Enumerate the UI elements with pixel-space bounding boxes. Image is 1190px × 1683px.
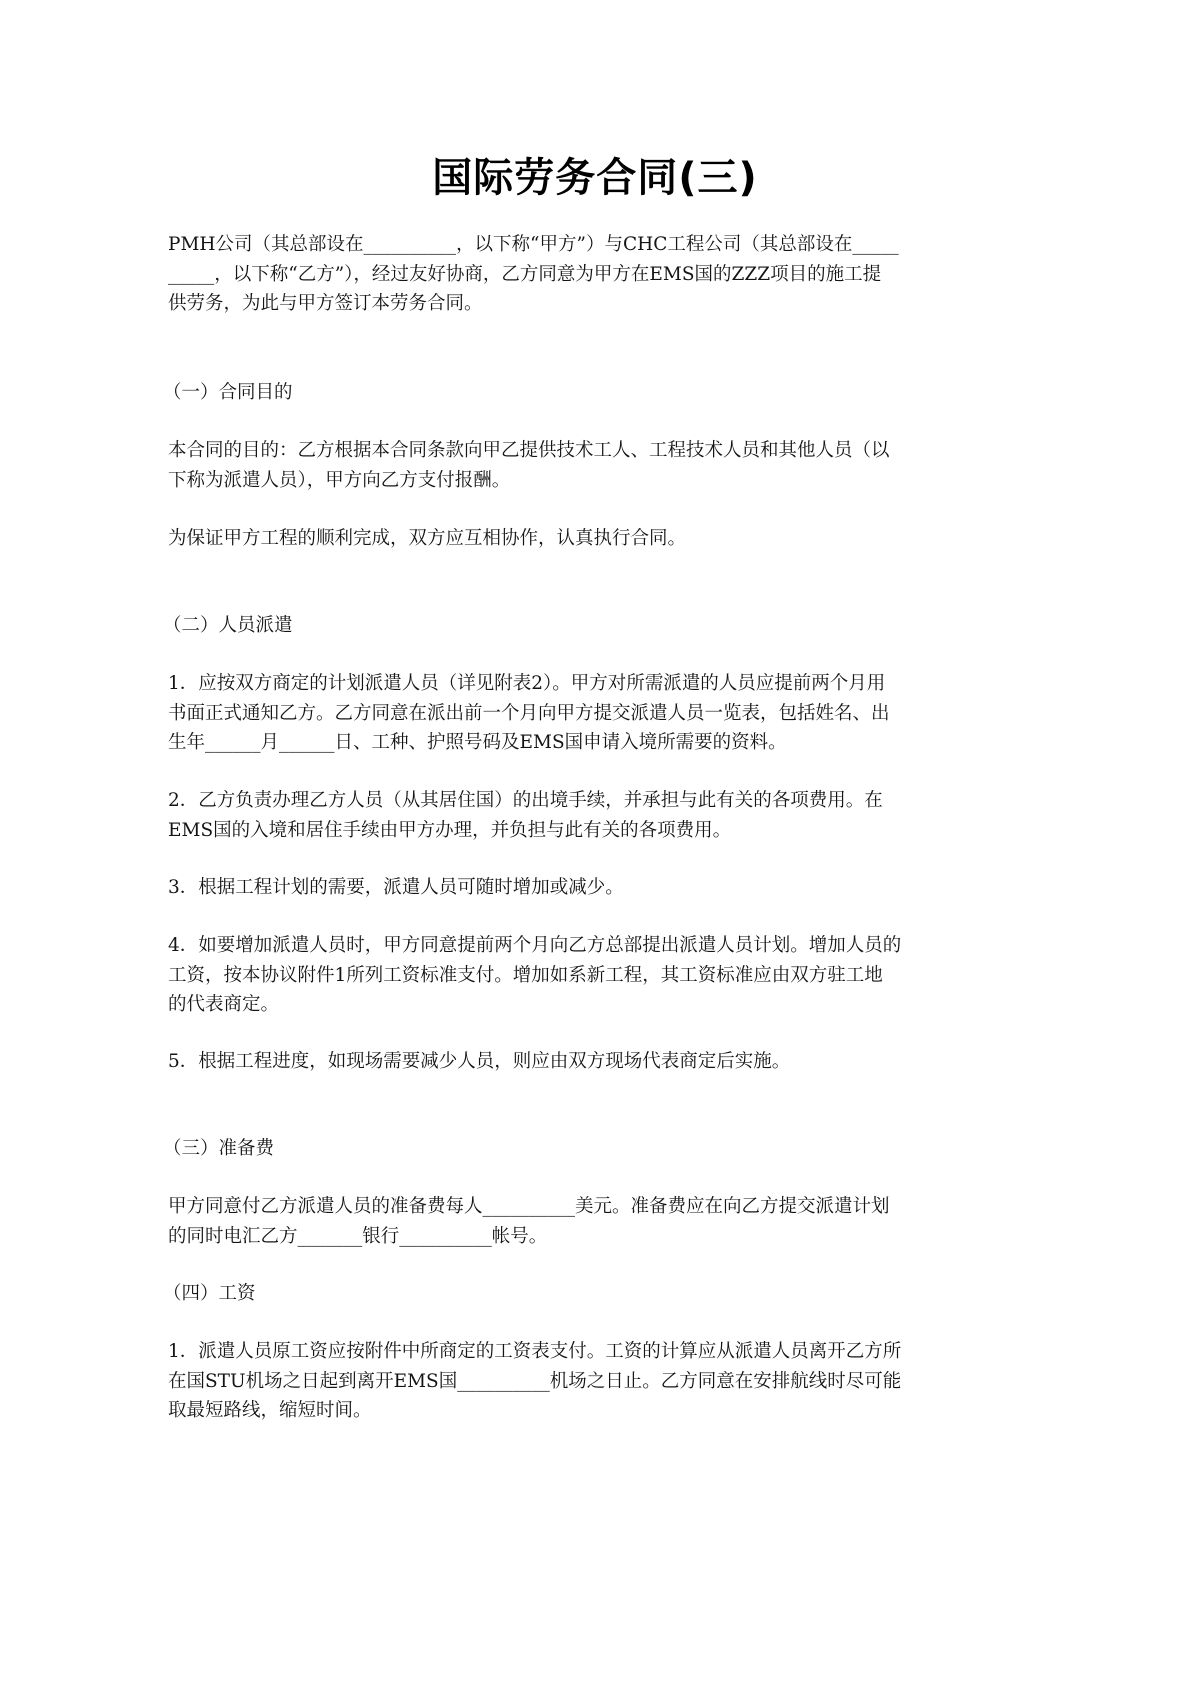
paragraph bbox=[168, 931, 944, 1020]
text-line: 3．根据工程计划的需要，派遣人员可随时增加或减少。 bbox=[168, 877, 624, 898]
paragraph bbox=[168, 1337, 944, 1426]
text-line: 生年______月______日、工种、护照号码及EMS国申请入境所需要的资料。 bbox=[168, 732, 787, 753]
text-line: 供劳务，为此与甲方签订本劳务合同。 bbox=[168, 293, 483, 314]
paragraph bbox=[168, 1192, 944, 1251]
paragraph bbox=[168, 436, 944, 495]
text-line: 下称为派遣人员），甲方向乙方支付报酬。 bbox=[168, 469, 511, 491]
section-heading-purpose: （一）合同目的 bbox=[163, 382, 293, 403]
text-line: 的同时电汇乙方_______银行__________帐号。 bbox=[168, 1225, 548, 1247]
text-line: 1．派遣人员原工资应按附件中所商定的工资表支付。工资的计算应从派遣人员离开乙方所 bbox=[168, 1341, 902, 1362]
paragraph bbox=[168, 873, 944, 903]
text-line: 在国STU机场之日起到离开EMS国__________机场之日止。乙方同意在安排航线时尽可能 bbox=[168, 1370, 902, 1392]
text-line: 本合同的目的：乙方根据本合同条款向甲乙提供技术工人、工程技术人员和其他人员（以 bbox=[168, 440, 890, 461]
text-line: 书面正式通知乙方。乙方同意在派出前一个月向甲方提交派遣人员一览表，包括姓名、出 bbox=[168, 702, 890, 724]
text-line: 1．应按双方商定的计划派遣人员（详见附表2）。甲方对所需派遣的人员应提前两个月用 bbox=[168, 673, 886, 694]
text-line: 的代表商定。 bbox=[168, 994, 280, 1015]
text-line: 5．根据工程进度，如现场需要减少人员，则应由双方现场代表商定后实施。 bbox=[168, 1051, 791, 1072]
paragraph bbox=[168, 786, 944, 845]
text-line: 4．如要增加派遣人员时，甲方同意提前两个月向乙方总部提出派遣人员计划。增加人员的 bbox=[168, 935, 902, 956]
section-heading-wages: （四）工资 bbox=[163, 1283, 256, 1304]
intro-paragraph bbox=[168, 230, 944, 319]
text-line: 取最短路线，缩短时间。 bbox=[168, 1400, 372, 1421]
paragraph bbox=[168, 524, 944, 554]
document-title: 国际劳务合同(三) bbox=[432, 155, 758, 201]
section-heading-preparation-fee: （三）准备费 bbox=[163, 1138, 275, 1159]
section-heading-dispatch: （二）人员派遣 bbox=[163, 615, 293, 636]
text-line: 工资，按本协议附件1所列工资标准支付。增加如系新工程，其工资标准应由双方驻工地 bbox=[168, 964, 883, 986]
paragraph bbox=[168, 669, 944, 758]
paragraph bbox=[168, 1047, 944, 1077]
text-line: 为保证甲方工程的顺利完成，双方应互相协作，认真执行合同。 bbox=[168, 528, 687, 549]
text-line: _____，以下称“乙方”），经过友好协商，乙方同意为甲方在EMS国的ZZZ项目的施工提 bbox=[168, 263, 882, 285]
text-line: 2．乙方负责办理乙方人员（从其居住国）的出境手续，并承担与此有关的各项费用。在 bbox=[168, 790, 883, 811]
text-line: PMH公司（其总部设在__________，以下称“甲方”）与CHC工程公司（其总部设在_____ bbox=[168, 234, 899, 255]
text-line: EMS国的入境和居住手续由甲方办理，并负担与此有关的各项费用。 bbox=[168, 819, 732, 841]
text-line: 甲方同意付乙方派遣人员的准备费每人__________美元。准备费应在向乙方提交派遣计划 bbox=[168, 1196, 890, 1217]
